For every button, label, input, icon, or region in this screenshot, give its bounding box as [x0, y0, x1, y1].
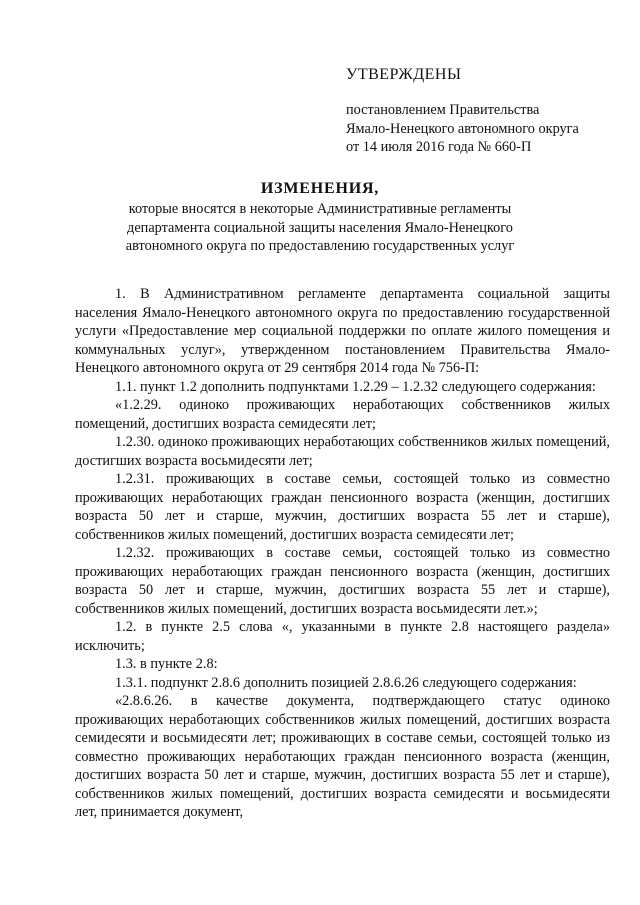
- approval-title: УТВЕРЖДЕНЫ: [346, 66, 462, 83]
- paragraph: «1.2.29. одиноко проживающих неработающих собственников жилых помещений, достигших возраста семидесяти лет;: [75, 397, 610, 432]
- paragraph: 1.2.32. проживающих в составе семьи, состоящей только из совместно проживающих неработающих граждан пенсионного возраста (женщин, достигших возраста 50 лет и старше, мужчин, достигших возраста 55 лет и старше), собственников жилых помещений, достигших возраста восьмидесяти лет.»;: [75, 545, 610, 617]
- paragraph: 1.1. пункт 1.2 дополнить подпунктами 1.2.29 – 1.2.32 следующего содержания:: [115, 378, 596, 395]
- approval-block: [346, 66, 616, 157]
- paragraph: 1.2.30. одиноко проживающих неработающих собственников жилых помещений, достигших возраста восьмидесяти лет;: [75, 434, 610, 469]
- approval-line: постановлением Правительства: [346, 102, 540, 118]
- paragraph: 1. В Административном регламенте департамента социальной защиты населения Ямало-Ненецкого автономного округа по предоставлению государственной услуги «Предоставление мер социальной поддержки по оплате жилого помещения и коммунальных услуг», утвержденном постановлением Правительства Ямало-Ненецкого автономного округа от 29 сентября 2014 года № 756-П:: [75, 286, 610, 376]
- paragraph: 1.3.1. подпункт 2.8.6 дополнить позицией 2.8.6.26 следующего содержания:: [115, 674, 577, 691]
- heading-line: которые вносятся в некоторые Административные регламенты: [128, 201, 512, 217]
- paragraph: 1.3. в пункте 2.8:: [115, 656, 218, 672]
- heading-subtitle: [0, 200, 640, 256]
- document-body: [75, 285, 610, 822]
- paragraph: 1.2. в пункте 2.5 слова «, указанными в пункте 2.8 настоящего раздела» исключить;: [75, 619, 610, 654]
- document-heading: [0, 179, 640, 256]
- heading-line: автономного округа по предоставлению государственных услуг: [125, 238, 515, 254]
- heading-title: ИЗМЕНЕНИЯ,: [260, 180, 380, 197]
- paragraph: 1.2.31. проживающих в составе семьи, состоящей только из совместно проживающих неработающих граждан пенсионного возраста (женщин, достигших возраста 50 лет и старше, мужчин, достигших возраста 55 лет и старше), собственников жилых помещений, достигших возраста семидесяти лет;: [75, 471, 610, 543]
- approval-line: от 14 июля 2016 года № 660-П: [346, 139, 532, 155]
- paragraph: «2.8.6.26. в качестве документа, подтверждающего статус одиноко проживающих неработающих собственников жилых помещений, достигших возраста семидесяти и восьмидесяти лет; проживающих в составе семьи, состоящей только из совместно проживающих неработающих граждан пенсионного возраста (женщин, достигших возраста 50 лет и старше, мужчин, достигших возраста 55 лет и старше), собственников жилых помещений, достигших возраста семидесяти и восьмидесяти лет, принимается документ,: [75, 693, 610, 820]
- approval-line: Ямало-Ненецкого автономного округа: [346, 120, 579, 137]
- heading-line: департамента социальной защиты населения Ямало-Ненецкого: [127, 219, 513, 236]
